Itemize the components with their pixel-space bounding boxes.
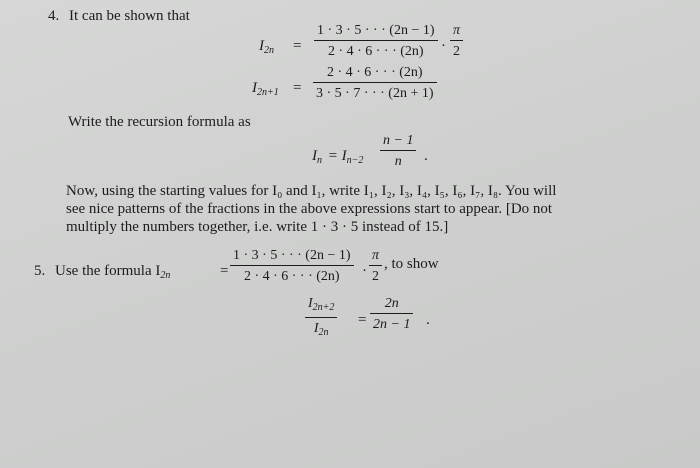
fraction-bar: [305, 317, 337, 318]
ratio-rhs-denominator: 2n − 1: [373, 317, 411, 332]
ratio-lhs-fraction: [305, 295, 337, 341]
eq2-lhs-symbol: I: [252, 80, 257, 96]
ratio-num-symbol: I: [308, 296, 313, 311]
to-show-text: , to show: [384, 256, 439, 272]
eq1-denominator: 2 · 4 · 6 · · · (2n): [327, 44, 424, 59]
fraction-bar: [313, 82, 437, 83]
eq2-numerator: 2 · 4 · 6 · · · (2n): [326, 65, 423, 80]
eq2-fraction: [313, 64, 437, 102]
fraction-bar: [380, 150, 416, 151]
problem5-dot: ·: [362, 263, 367, 279]
recursion-intro: Write the recursion formula as: [68, 114, 251, 130]
ratio-num-sub: 2n+2: [312, 302, 335, 313]
problem5-pi-fraction: [369, 247, 382, 285]
eq1-fraction: [314, 22, 438, 60]
fraction-bar: [450, 40, 463, 41]
problem5-equals: =: [220, 263, 229, 279]
eq1-equals: =: [293, 38, 302, 54]
pi-denominator: 2: [372, 269, 379, 284]
ratio-den-symbol: I: [313, 321, 319, 336]
recursion-denominator: n: [394, 154, 402, 169]
eq2-lhs-sub: 2n+1: [257, 87, 279, 98]
fraction-bar: [314, 40, 438, 41]
fraction-bar: [230, 265, 354, 266]
pi-numerator: π: [372, 248, 380, 263]
ratio-rhs-numerator: 2n: [384, 296, 399, 311]
problem5-numerator: 1 · 3 · 5 · · · (2n − 1): [233, 248, 351, 263]
recursion-lhs-sub: n: [317, 155, 322, 166]
eq1-numerator: 1 · 3 · 5 · · · (2n − 1): [317, 23, 435, 38]
paragraph-line-3: multiply the numbers together, i.e. write 1 · 3 · 5 instead of 15.]: [66, 219, 449, 235]
problem-4-header: [48, 8, 190, 25]
ratio-denominator: [311, 320, 332, 341]
recursion-lhs-symbol: I: [312, 148, 317, 164]
ratio-period: .: [426, 312, 430, 328]
paragraph-line-2: see nice patterns of the fractions in the above expressions start to appear. [Do not: [66, 201, 553, 217]
ratio-equals: =: [358, 312, 367, 328]
recursion-period: .: [424, 148, 428, 164]
eq1-lhs-symbol: I: [259, 38, 264, 54]
pi-numerator: π: [453, 23, 461, 38]
problem5-intro-sub: 2n: [160, 270, 171, 281]
problem-5-header: [34, 263, 170, 281]
eq1-dot: ·: [441, 38, 446, 54]
fraction-bar: [369, 265, 382, 266]
eq1-lhs-sub: 2n: [264, 45, 274, 56]
problem-intro: It can be shown that: [69, 8, 190, 24]
ratio-rhs-fraction: [370, 295, 413, 333]
eq2-equals: =: [293, 80, 302, 96]
problem-number: 5.: [34, 263, 46, 279]
recursion-numerator: n − 1: [383, 133, 414, 148]
recursion-rhs-sub: n−2: [346, 155, 364, 166]
recursion-lhs: [312, 148, 363, 166]
eq1-pi-fraction: [450, 22, 463, 60]
problem5-fraction: [230, 247, 354, 285]
recursion-fraction: [380, 132, 416, 170]
problem-number: 4.: [48, 8, 60, 24]
fraction-bar: [370, 313, 413, 314]
problem5-denominator: 2 · 4 · 6 · · · (2n): [243, 269, 340, 284]
eq1-lhs: [259, 38, 274, 56]
eq2-denominator: 3 · 5 · 7 · · · (2n + 1): [316, 86, 434, 101]
ratio-numerator: [305, 295, 337, 316]
recursion-rhs-symbol: = I: [327, 148, 347, 164]
problem-intro: Use the formula I: [55, 263, 161, 279]
eq2-lhs: [252, 80, 279, 98]
paragraph-line-1: Now, using the starting values for I₀ and I₁, write I₁, I₂, I₃, I₄, I₅, I₆, I₇, I₈. You will: [66, 183, 557, 199]
pi-denominator: 2: [453, 44, 460, 59]
ratio-den-sub: 2n: [318, 327, 329, 338]
